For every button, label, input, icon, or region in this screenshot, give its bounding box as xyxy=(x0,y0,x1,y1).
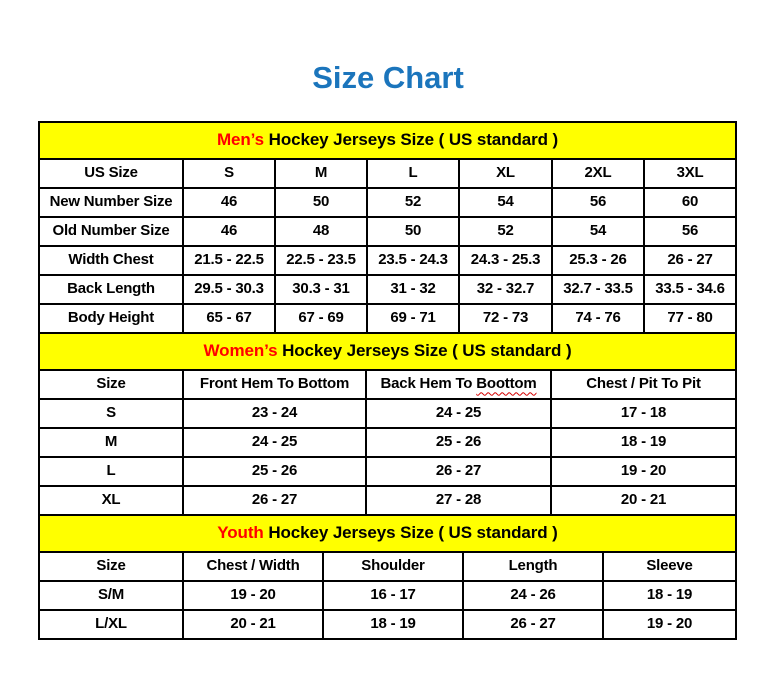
row-label: M xyxy=(39,428,183,457)
womens-band-highlight: Women’s xyxy=(203,341,278,361)
page-title: Size Chart xyxy=(312,60,464,95)
cell: 32 - 32.7 xyxy=(459,275,552,304)
cell: 54 xyxy=(552,217,644,246)
back-hem-label: Back Hem To xyxy=(380,375,477,393)
column-header: 3XL xyxy=(644,159,736,188)
column-header: US Size xyxy=(39,159,183,188)
youth-band-highlight: Youth xyxy=(217,523,264,543)
womens-size-table xyxy=(38,332,737,516)
cell: 23.5 - 24.3 xyxy=(367,246,459,275)
cell: 19 - 20 xyxy=(603,610,736,639)
cell: 31 - 32 xyxy=(367,275,459,304)
column-header: Size xyxy=(39,552,183,581)
cell: 26 - 27 xyxy=(183,486,366,515)
mens-size-table xyxy=(38,121,737,334)
table-row xyxy=(39,457,736,486)
cell: 23 - 24 xyxy=(183,399,366,428)
cell: 20 - 21 xyxy=(551,486,736,515)
womens-table-title xyxy=(39,333,736,370)
cell: 50 xyxy=(367,217,459,246)
youth-band-row xyxy=(39,515,736,552)
cell: 22.5 - 23.5 xyxy=(275,246,367,275)
table-row xyxy=(39,581,736,610)
row-label: Back Length xyxy=(39,275,183,304)
mens-band-row xyxy=(39,122,736,159)
column-header: 2XL xyxy=(552,159,644,188)
table-row xyxy=(39,304,736,333)
cell: 27 - 28 xyxy=(366,486,551,515)
misspelled-word: Boottom xyxy=(476,375,537,393)
cell: 19 - 20 xyxy=(183,581,323,610)
cell: 52 xyxy=(459,217,552,246)
table-row xyxy=(39,399,736,428)
youth-band-text: Hockey Jerseys Size ( US standard ) xyxy=(263,523,558,543)
cell: 21.5 - 22.5 xyxy=(183,246,275,275)
cell: 54 xyxy=(459,188,552,217)
cell: 17 - 18 xyxy=(551,399,736,428)
cell: 67 - 69 xyxy=(275,304,367,333)
cell: 19 - 20 xyxy=(551,457,736,486)
cell: 46 xyxy=(183,217,275,246)
table-row xyxy=(39,610,736,639)
cell: 60 xyxy=(644,188,736,217)
column-header: S xyxy=(183,159,275,188)
column-header: L xyxy=(367,159,459,188)
column-header: Sleeve xyxy=(603,552,736,581)
mens-band-text: Hockey Jerseys Size ( US standard ) xyxy=(264,130,559,150)
row-label: L/XL xyxy=(39,610,183,639)
cell: 24 - 25 xyxy=(183,428,366,457)
youth-header-row xyxy=(39,552,736,581)
row-label: XL xyxy=(39,486,183,515)
cell: 65 - 67 xyxy=(183,304,275,333)
mens-band-highlight: Men’s xyxy=(216,130,265,150)
mens-header-row xyxy=(39,159,736,188)
cell: 25 - 26 xyxy=(183,457,366,486)
cell: 74 - 76 xyxy=(552,304,644,333)
table-row xyxy=(39,486,736,515)
column-header: Chest / Pit To Pit xyxy=(551,370,736,399)
cell: 29.5 - 30.3 xyxy=(183,275,275,304)
table-row xyxy=(39,246,736,275)
cell: 30.3 - 31 xyxy=(275,275,367,304)
cell: 77 - 80 xyxy=(644,304,736,333)
column-header xyxy=(366,370,551,399)
cell: 46 xyxy=(183,188,275,217)
column-header: Size xyxy=(39,370,183,399)
cell: 24 - 25 xyxy=(366,399,551,428)
cell: 26 - 27 xyxy=(463,610,603,639)
column-header: M xyxy=(275,159,367,188)
cell: 52 xyxy=(367,188,459,217)
row-label: Width Chest xyxy=(39,246,183,275)
cell: 32.7 - 33.5 xyxy=(552,275,644,304)
cell: 18 - 19 xyxy=(603,581,736,610)
row-label: S/M xyxy=(39,581,183,610)
column-header: Length xyxy=(463,552,603,581)
row-label: S xyxy=(39,399,183,428)
womens-band-text: Hockey Jerseys Size ( US standard ) xyxy=(277,341,572,361)
row-label: New Number Size xyxy=(39,188,183,217)
cell: 26 - 27 xyxy=(366,457,551,486)
column-header: Shoulder xyxy=(323,552,463,581)
cell: 48 xyxy=(275,217,367,246)
womens-band-row xyxy=(39,333,736,370)
column-header: XL xyxy=(459,159,552,188)
cell: 56 xyxy=(552,188,644,217)
table-row xyxy=(39,275,736,304)
column-header: Front Hem To Bottom xyxy=(183,370,366,399)
cell: 69 - 71 xyxy=(367,304,459,333)
womens-header-row xyxy=(39,370,736,399)
cell: 26 - 27 xyxy=(644,246,736,275)
cell: 20 - 21 xyxy=(183,610,323,639)
column-header: Chest / Width xyxy=(183,552,323,581)
cell: 50 xyxy=(275,188,367,217)
cell: 56 xyxy=(644,217,736,246)
youth-size-table xyxy=(38,514,737,640)
cell: 25.3 - 26 xyxy=(552,246,644,275)
cell: 25 - 26 xyxy=(366,428,551,457)
cell: 72 - 73 xyxy=(459,304,552,333)
row-label: L xyxy=(39,457,183,486)
cell: 16 - 17 xyxy=(323,581,463,610)
table-row xyxy=(39,217,736,246)
size-chart xyxy=(38,121,735,640)
cell: 24 - 26 xyxy=(463,581,603,610)
mens-table-title xyxy=(39,122,736,159)
youth-table-title xyxy=(39,515,736,552)
cell: 33.5 - 34.6 xyxy=(644,275,736,304)
row-label: Body Height xyxy=(39,304,183,333)
table-row xyxy=(39,188,736,217)
cell: 18 - 19 xyxy=(551,428,736,457)
cell: 18 - 19 xyxy=(323,610,463,639)
cell: 24.3 - 25.3 xyxy=(459,246,552,275)
row-label: Old Number Size xyxy=(39,217,183,246)
table-row xyxy=(39,428,736,457)
